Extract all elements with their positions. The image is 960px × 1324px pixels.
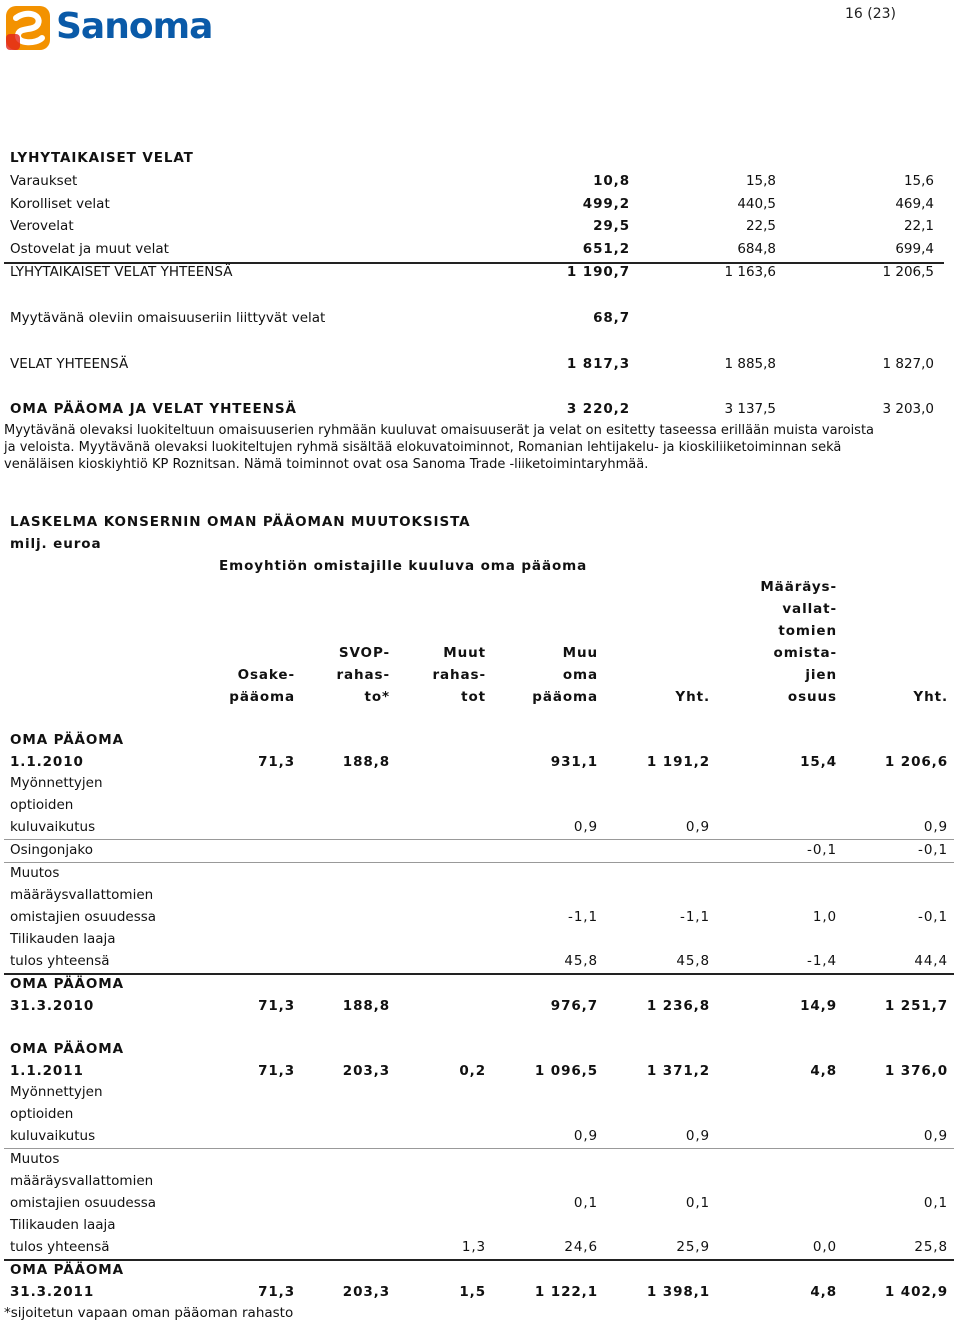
row-label-line: Tilikauden laaja xyxy=(10,931,116,947)
row-label-line: omistajien osuudessa xyxy=(10,909,157,925)
cell: 931,1 xyxy=(550,754,598,770)
row-label-line: määräysvallattomien xyxy=(10,1173,154,1189)
row-value-dec: 15,6 xyxy=(903,173,934,189)
cell: 0,9 xyxy=(685,819,710,835)
closing-date: 31.3.2010 xyxy=(10,998,95,1014)
row-label-line: optioiden xyxy=(10,797,74,813)
total-label: LYHYTAIKAISET VELAT YHTEENSÄ xyxy=(10,264,233,280)
cell: 4,8 xyxy=(810,1063,837,1079)
row-label-line: tulos yhteensä xyxy=(10,953,110,969)
col-header-line: pääoma xyxy=(532,689,598,705)
cell: 1 402,9 xyxy=(884,1284,948,1300)
col-header-line: to* xyxy=(364,689,390,705)
cell: 45,8 xyxy=(564,953,598,969)
cell: 0,0 xyxy=(812,1239,837,1255)
cell: -0,1 xyxy=(918,909,948,925)
equity-statement-title: LASKELMA KONSERNIN OMAN PÄÄOMAN MUUTOKSISTA xyxy=(10,514,471,530)
cell: -1,1 xyxy=(568,909,598,925)
cell: 1 398,1 xyxy=(646,1284,710,1300)
col-header-line: omista- xyxy=(773,645,837,661)
cell: 1,3 xyxy=(461,1239,486,1255)
row-value-dec: 22,1 xyxy=(903,218,934,234)
liabilities-total-2010: 1 885,8 xyxy=(724,356,776,372)
cell: 1 236,8 xyxy=(646,998,710,1014)
row-value-2010: 440,5 xyxy=(737,196,776,212)
row-value-dec: 469,4 xyxy=(895,196,934,212)
liabilities-total-label: VELAT YHTEENSÄ xyxy=(10,356,129,372)
row-value-dec: 699,4 xyxy=(895,241,934,257)
cell: -0,1 xyxy=(918,842,948,858)
divider xyxy=(4,973,954,975)
cell: -0,1 xyxy=(807,842,837,858)
row-value-2011: 499,2 xyxy=(582,196,630,212)
opening-date: 1.1.2010 xyxy=(10,754,84,770)
row-label: Osingonjako xyxy=(10,842,93,858)
col-header-line: Määräys- xyxy=(760,579,837,595)
cell: 14,9 xyxy=(800,998,837,1014)
col-header-line: SVOP- xyxy=(338,645,390,661)
cell: 188,8 xyxy=(342,998,390,1014)
cell: 1 371,2 xyxy=(646,1063,710,1079)
cell: 71,3 xyxy=(258,754,295,770)
cell: 0,9 xyxy=(923,819,948,835)
note-line: ja veloista. Myytävänä olevaksi luokiteltujen ryhmä sisältää elokuvatoiminnot, Romanian lehtijakelu- ja kioskiliiketoiminnan sekä xyxy=(4,440,842,455)
row-label: Verovelat xyxy=(10,218,74,234)
row-value-2011: 651,2 xyxy=(582,241,630,257)
cell: 1 251,7 xyxy=(884,998,948,1014)
liabilities-total-dec: 1 827,0 xyxy=(882,356,934,372)
col-header-line: vallat- xyxy=(782,601,837,617)
closing-heading: OMA PÄÄOMA xyxy=(10,976,124,992)
cell: 1 206,6 xyxy=(884,754,948,770)
liabilities-total-2011: 1 817,3 xyxy=(566,356,630,372)
col-header-line: rahas- xyxy=(336,667,390,683)
cell: -1,4 xyxy=(807,953,837,969)
held-for-sale-value: 68,7 xyxy=(593,310,630,326)
total-value-2010: 1 163,6 xyxy=(724,264,776,280)
opening-date: 1.1.2011 xyxy=(10,1063,84,1079)
row-label: Korolliset velat xyxy=(10,196,110,212)
col-header-line: tomien xyxy=(778,623,837,639)
divider xyxy=(4,1259,954,1261)
col-header-line: Muut xyxy=(443,645,486,661)
closing-heading: OMA PÄÄOMA xyxy=(10,1262,124,1278)
col-header-line: Yht. xyxy=(913,689,948,705)
cell: 71,3 xyxy=(258,1063,295,1079)
cell: 1 096,5 xyxy=(534,1063,598,1079)
row-label: Ostovelat ja muut velat xyxy=(10,241,169,257)
cell: 203,3 xyxy=(342,1284,390,1300)
footnote: *sijoitetun vapaan oman pääoman rahasto xyxy=(4,1305,294,1321)
unit-label: milj. euroa xyxy=(10,536,102,552)
row-label-line: kuluvaikutus xyxy=(10,1128,96,1144)
equity-liabilities-total-label: OMA PÄÄOMA JA VELAT YHTEENSÄ xyxy=(10,401,297,417)
cell: 24,6 xyxy=(564,1239,598,1255)
row-value-2010: 684,8 xyxy=(737,241,776,257)
cell: 203,3 xyxy=(342,1063,390,1079)
block-heading: OMA PÄÄOMA xyxy=(10,1041,124,1057)
row-label-line: omistajien osuudessa xyxy=(10,1195,157,1211)
group-header: Emoyhtiön omistajille kuuluva oma pääoma xyxy=(219,558,588,574)
cell: 0,1 xyxy=(923,1195,948,1211)
row-label-line: kuluvaikutus xyxy=(10,819,96,835)
section-title-liabilities: LYHYTAIKAISET VELAT xyxy=(10,150,194,166)
equity-liabilities-total-dec: 3 203,0 xyxy=(882,401,934,417)
divider xyxy=(4,1148,954,1149)
col-header-line: pääoma xyxy=(229,689,295,705)
row-label-line: Myönnettyjen xyxy=(10,1084,103,1100)
cell: 0,9 xyxy=(573,819,598,835)
cell: 71,3 xyxy=(258,998,295,1014)
col-header-line: rahas- xyxy=(432,667,486,683)
sanoma-logo xyxy=(4,4,213,52)
divider xyxy=(4,839,954,840)
cell: 1,0 xyxy=(812,909,837,925)
sanoma-logo-icon xyxy=(4,4,52,52)
cell: 0,9 xyxy=(573,1128,598,1144)
logo-wordmark: Sanoma xyxy=(56,6,213,47)
row-label-line: Muutos xyxy=(10,865,60,881)
cell: 71,3 xyxy=(258,1284,295,1300)
col-header-line: jien xyxy=(805,667,837,683)
cell: 4,8 xyxy=(810,1284,837,1300)
col-header-line: Yht. xyxy=(675,689,710,705)
total-value-dec: 1 206,5 xyxy=(882,264,934,280)
row-value-2011: 10,8 xyxy=(593,173,630,189)
row-label: Varaukset xyxy=(10,173,78,189)
cell: 1 376,0 xyxy=(884,1063,948,1079)
equity-liabilities-total-2010: 3 137,5 xyxy=(724,401,776,417)
col-header-line: Muu xyxy=(562,645,598,661)
total-value-2011: 1 190,7 xyxy=(566,264,630,280)
closing-date: 31.3.2011 xyxy=(10,1284,95,1300)
cell: 0,9 xyxy=(685,1128,710,1144)
cell: 0,1 xyxy=(685,1195,710,1211)
row-label-line: määräysvallattomien xyxy=(10,887,154,903)
note-line: venäläisen kioskiyhtiö KP Roznitsan. Nämä toiminnot ovat osa Sanoma Trade -liiketoimintaryhmää. xyxy=(4,457,649,472)
block-heading: OMA PÄÄOMA xyxy=(10,732,124,748)
cell: -1,1 xyxy=(680,909,710,925)
col-header-line: osuus xyxy=(787,689,837,705)
row-value-2010: 15,8 xyxy=(745,173,776,189)
cell: 0,9 xyxy=(923,1128,948,1144)
row-label-line: tulos yhteensä xyxy=(10,1239,110,1255)
cell: 188,8 xyxy=(342,754,390,770)
cell: 0,2 xyxy=(459,1063,486,1079)
row-label-line: Tilikauden laaja xyxy=(10,1217,116,1233)
held-for-sale-label: Myytävänä oleviin omaisuuseriin liittyvät velat xyxy=(10,310,326,326)
row-label-line: Muutos xyxy=(10,1151,60,1167)
note-line: Myytävänä olevaksi luokiteltuun omaisuuserien ryhmään kuuluvat omaisuuserät ja velat on esitetty taseessa erillään muista varoista xyxy=(4,423,875,438)
cell: 25,9 xyxy=(676,1239,710,1255)
equity-liabilities-total-2011: 3 220,2 xyxy=(566,401,630,417)
page-number: 16 (23) xyxy=(844,6,896,22)
row-value-2010: 22,5 xyxy=(745,218,776,234)
col-header-line: oma xyxy=(562,667,598,683)
row-label-line: Myönnettyjen xyxy=(10,775,103,791)
cell: 45,8 xyxy=(676,953,710,969)
cell: 44,4 xyxy=(914,953,948,969)
divider xyxy=(4,862,954,863)
cell: 1,5 xyxy=(459,1284,486,1300)
cell: 1 191,2 xyxy=(646,754,710,770)
cell: 1 122,1 xyxy=(534,1284,598,1300)
cell: 976,7 xyxy=(550,998,598,1014)
row-value-2011: 29,5 xyxy=(593,218,630,234)
col-header-line: tot xyxy=(461,689,486,705)
cell: 25,8 xyxy=(914,1239,948,1255)
col-header-line: Osake- xyxy=(237,667,295,683)
cell: 0,1 xyxy=(573,1195,598,1211)
row-label-line: optioiden xyxy=(10,1106,74,1122)
cell: 15,4 xyxy=(800,754,837,770)
